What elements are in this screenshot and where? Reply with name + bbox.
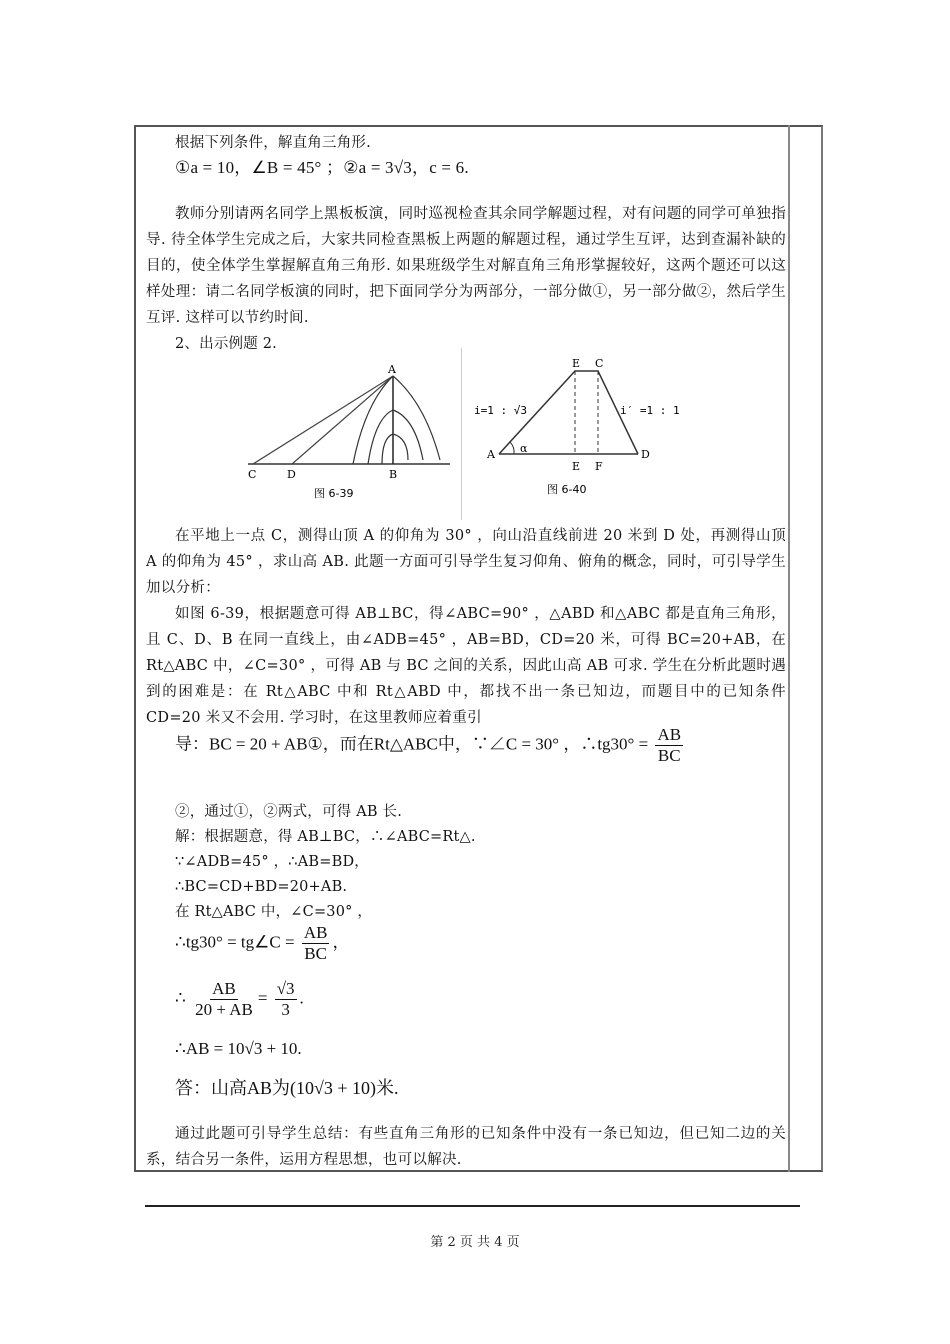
solution-line-6 <box>175 979 304 1020</box>
fraction-ab-bc <box>655 725 683 766</box>
therefore-symbol: ∴ <box>175 988 186 1008</box>
solution-line-7: ∴AB = 10√3 + 10. <box>175 1039 302 1058</box>
table-column-divider <box>788 125 790 1172</box>
numerator: √3 <box>276 979 295 998</box>
denominator: 3 <box>281 1000 290 1019</box>
fraction-ab-bc <box>302 923 330 964</box>
denominator: BC <box>304 944 327 963</box>
label-B: B <box>389 468 398 481</box>
paragraph-summary: 通过此题可引导学生总结：有些直角三角形的已知条件中没有一条已知边，但已知二边的关系，结合另一条件，运用方程思想，也可以解决. <box>146 1126 786 1168</box>
figure-caption: 图 6-40 <box>547 483 587 496</box>
numerator: AB <box>303 923 328 942</box>
label-C: C <box>248 468 257 481</box>
label-C: C <box>595 357 604 370</box>
content-cell <box>136 127 788 1170</box>
figure-6-39 <box>230 348 460 518</box>
formula-suffix: ， <box>332 932 350 952</box>
label-A: A <box>487 448 495 461</box>
label-A: A <box>388 363 396 376</box>
formula-guide-text: 导：BC = 20 + AB①，而在Rt△ABC中，∵∠C = 30° ，∴tg30° = <box>175 734 649 754</box>
formula-guide <box>175 725 686 766</box>
lesson-table <box>134 125 823 1172</box>
fraction-ab-over-20-plus-ab <box>193 979 255 1020</box>
figure-6-40 <box>462 348 687 520</box>
label-F: F <box>595 460 603 473</box>
dam-trapezoid-diagram <box>462 348 687 520</box>
label-D: D <box>287 468 296 481</box>
paragraph-analysis: 如图 6-39，根据题意可得 AB⊥BC，得∠ABC=90° ，△ABD 和△ABC 都是直角三角形，且 C、D、B 在同一直线上，由∠ADB=45° ，AB=BD，CD=20 米，可得 BC=20+AB，在 Rt△ABC 中，∠C=30° ，可得 AB 与 BC 之间的关系，因此山高 AB 可求. 学生在分析此题时遇到的困难是：在 Rt△ABC 中和 Rt△ABD 中，都找不出一条已知边，而题目中的已知条件 CD=20 米又不会用. 学习时，在这里教师应着重引 <box>146 606 786 726</box>
label-E-top: E <box>572 357 581 370</box>
slope-left: i=1 : √3 <box>474 404 527 417</box>
figure-caption: 图 6-39 <box>314 487 354 500</box>
equals: = <box>257 988 268 1008</box>
numerator: AB <box>657 725 682 744</box>
label-E-bottom: E <box>572 460 581 473</box>
label-alpha: α <box>520 442 528 455</box>
page-number: 第 2 页 共 4 页 <box>430 1235 520 1250</box>
solution-line-1: 解：根据题意，得 AB⊥BC，∴∠ABC=Rt△. <box>175 829 476 845</box>
paragraph-teacher-guidance: 教师分别请两名同学上黑板板演，同时巡视检查其余同学解题过程，对有问题的同学可单独指导. 待全体学生完成之后，大家共同检查黑板上两题的解题过程，通过学生互评，达到查漏补缺的目的，使全体学生掌握解直角三角形. 如果班级学生对解直角三角形掌握较好，这两个题还可以这样处理：请二名同学板演的同时，把下面同学分为两部分，一部分做①，另一部分做②，然后学生互评. 这样可以节约时间. <box>146 206 786 326</box>
example-heading: 2、出示例题 2. <box>175 336 277 352</box>
solution-line-3: ∴BC=CD+BD=20+AB. <box>175 879 348 895</box>
fraction-sqrt3-over-3 <box>275 979 297 1020</box>
label-D: D <box>641 448 650 461</box>
formula-suffix: . <box>299 988 304 1008</box>
problem-intro: 根据下列条件，解直角三角形. <box>175 135 371 151</box>
paragraph-combine: ②，通过①，②两式，可得 AB 长. <box>175 804 403 820</box>
solution-line-4: 在 Rt△ABC 中，∠C=30° ， <box>175 904 373 920</box>
slope-right: i′ =1 : 1 <box>620 404 680 417</box>
denominator: BC <box>657 746 681 765</box>
formula-text: ∴tg30° = tg∠C = <box>175 932 295 952</box>
solution-line-2: ∵∠ADB=45° ，∴AB=BD， <box>175 854 369 870</box>
denominator: 20 + AB <box>195 1000 253 1019</box>
solution-line-5 <box>175 923 349 964</box>
numerator: AB <box>212 979 236 998</box>
problem-conditions: ①a = 10，∠B = 45° ；②a = 3√3，c = 6. <box>175 158 469 177</box>
footer-rule <box>145 1205 800 1207</box>
mountain-diagram <box>230 348 460 518</box>
paragraph-problem-statement: 在平地上一点 C，测得山顶 A 的仰角为 30° ，向山沿直线前进 20 米到 D 处，再测得山顶 A 的仰角为 45° ，求山高 AB. 此题一方面可引导学生复习仰角、俯角的概念，同时，可引导学生加以分析： <box>146 528 786 596</box>
solution-answer: 答：山高AB为(10√3 + 10)米. <box>175 1078 399 1098</box>
